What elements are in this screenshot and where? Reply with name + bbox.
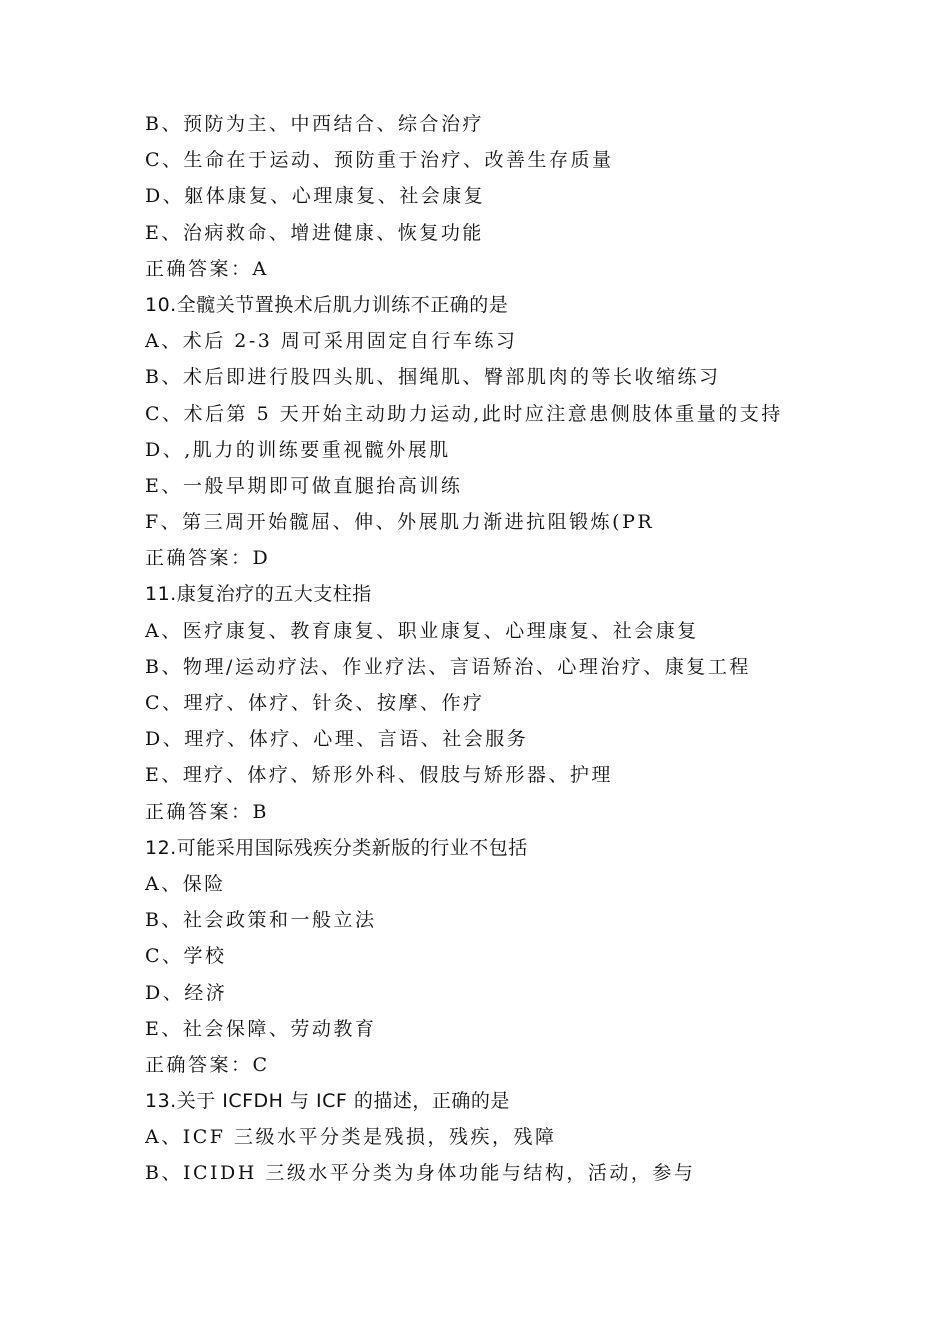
option-line: F、第三周开始髋屈、伸、外展肌力渐进抗阻锻炼(PR: [145, 511, 655, 534]
option-line: B、ICIDH 三级水平分类为身体功能与结构，活动，参与: [145, 1162, 696, 1185]
option-line: D、理疗、体疗、心理、言语、社会服务: [145, 728, 529, 751]
answer-line: 正确答案：B: [145, 800, 269, 823]
option-line: D、躯体康复、心理康复、社会康复: [145, 185, 486, 208]
answer-line: 正确答案：D: [145, 547, 271, 570]
answer-line: 正确答案：A: [145, 257, 269, 280]
question-line: 11.康复治疗的五大支柱指: [145, 583, 372, 606]
option-line: E、治病救命、增进健康、恢复功能: [145, 221, 484, 244]
option-line: E、理疗、体疗、矫形外科、假肢与矫形器、护理: [145, 764, 613, 787]
answer-line: 正确答案：C: [145, 1053, 270, 1076]
option-line: C、术后第 5 天开始主动助力运动,此时应注意患侧肢体重量的支持: [145, 402, 783, 425]
option-line: C、学校: [145, 945, 227, 968]
option-line: A、术后 2-3 周可采用固定自行车练习: [145, 330, 518, 353]
question-line: 13.关于 ICFDH 与 ICF 的描述，正确的是: [145, 1090, 510, 1113]
document-content: [145, 106, 845, 1192]
option-line: E、社会保障、劳动教育: [145, 1017, 377, 1040]
option-line: B、预防为主、中西结合、综合治疗: [145, 113, 484, 135]
option-line: B、社会政策和一般立法: [145, 909, 377, 932]
option-line: B、物理/运动疗法、作业疗法、言语矫治、心理治疗、康复工程: [145, 655, 751, 678]
question-line: 12.可能采用国际残疾分类新版的行业不包括: [145, 836, 528, 859]
option-line: E、一般早期即可做直腿抬高训练: [145, 474, 463, 497]
option-line: A、医疗康复、教育康复、职业康复、心理康复、社会康复: [145, 619, 699, 642]
option-line: A、保险: [145, 872, 226, 895]
option-line: B、术后即进行股四头肌、掴绳肌、臀部肌肉的等长收缩练习: [145, 366, 721, 389]
option-line: C、生命在于运动、预防重于治疗、改善生存质量: [145, 149, 614, 172]
option-line: C、理疗、体疗、针灸、按摩、作疗: [145, 692, 485, 714]
option-line: A、ICF 三级水平分类是残损，残疾，残障: [145, 1126, 557, 1149]
option-line: D、经济: [145, 981, 228, 1004]
option-line: D、,肌力的训练要重视髋外展肌: [145, 438, 451, 461]
question-line: 10.全髋关节置换术后肌力训练不正确的是: [145, 293, 509, 316]
